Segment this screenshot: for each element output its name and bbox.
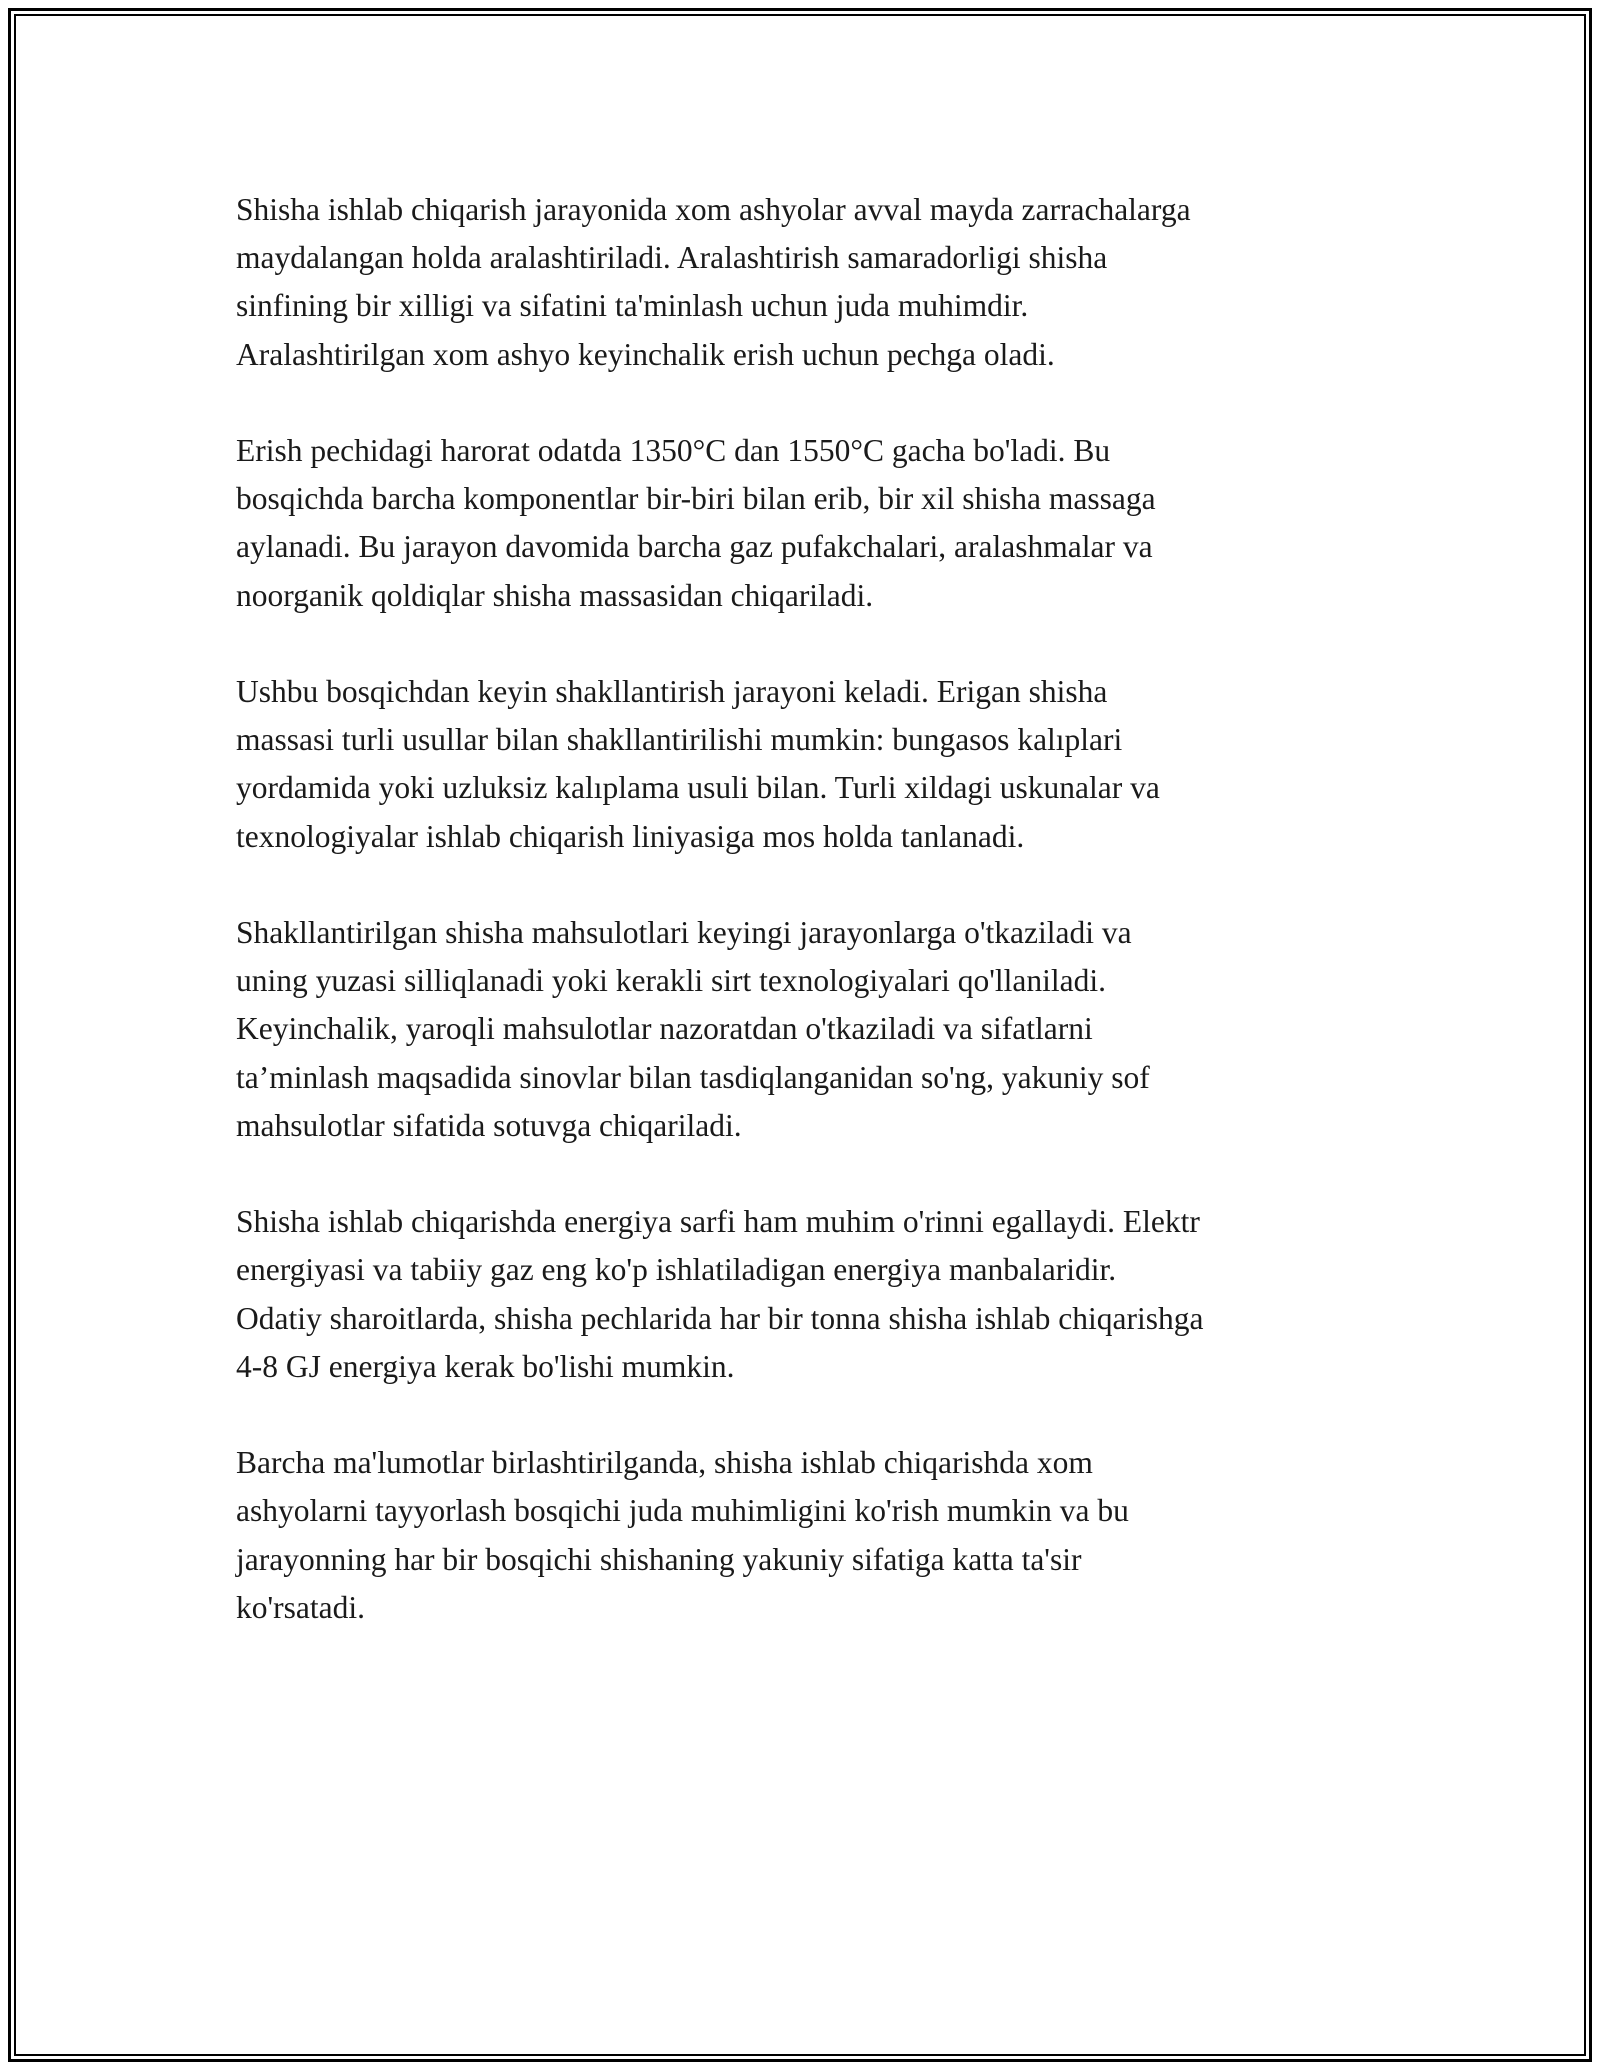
text-line: massasi turli usullar bilan shakllantirilishi mumkin: bungasos kalıplari <box>236 722 1123 758</box>
text-line: bosqichda barcha komponentlar bir-biri bilan erib, bir xil shisha massaga <box>236 481 1156 517</box>
document-body <box>236 186 1386 1680</box>
text-line: energiyasi va tabiiy gaz eng ko'p ishlatiladigan energiya manbalaridir. <box>236 1252 1117 1288</box>
text-line: texnologiyalar ishlab chiqarish liniyasiga mos holda tanlanadi. <box>236 818 1025 854</box>
text-line: yordamida yoki uzluksiz kalıplama usuli bilan. Turli xildagi uskunalar va <box>236 770 1160 806</box>
text-line: Shisha ishlab chiqarish jarayonida xom ashyolar avval mayda zarrachalarga <box>236 192 1191 227</box>
text-line: uning yuzasi silliqlanadi yoki kerakli sirt texnologiyalari qo'llaniladi. <box>236 963 1107 999</box>
text-line: Keyinchalik, yaroqli mahsulotlar nazoratdan o'tkaziladi va sifatlarni <box>236 1011 1093 1047</box>
text-line: Erish pechidagi harorat odatda 1350°C dan 1550°C gacha bo'ladi. Bu <box>236 433 1111 468</box>
paragraph-conclusion <box>236 1439 1386 1632</box>
text-line: ko'rsatadi. <box>236 1589 366 1625</box>
text-line: Aralashtirilgan xom ashyo keyinchalik erish uchun pechga oladi. <box>236 336 1055 372</box>
text-line: Shakllantirilgan shisha mahsulotlari keyingi jarayonlarga o'tkaziladi va <box>236 915 1132 950</box>
paragraph-melting-temperature <box>236 427 1386 620</box>
paragraph-raw-material-mixing <box>236 186 1386 379</box>
text-line: 4-8 GJ energiya kerak bo'lishi mumkin. <box>236 1348 735 1384</box>
text-line: ta’minlash maqsadida sinovlar bilan tasdiqlanganidan so'ng, yakuniy sof <box>236 1059 1150 1095</box>
text-line: noorganik qoldiqlar shisha massasidan chiqariladi. <box>236 577 874 613</box>
text-line: Shisha ishlab chiqarishda energiya sarfi ham muhim o'rinni egallaydi. Elektr <box>236 1204 1200 1240</box>
text-line: maydalangan holda aralashtiriladi. Aralashtirish samaradorligi shisha <box>236 240 1108 276</box>
text-line: sinfining bir xilligi va sifatini ta'minlash uchun juda muhimdir. <box>236 288 1029 324</box>
text-line: ashyolarni tayyorlash bosqichi juda muhimligini ko'rish mumkin va bu <box>236 1493 1129 1529</box>
paragraph-finishing-inspection <box>236 909 1386 1150</box>
text-line: Barcha ma'lumotlar birlashtirilganda, shisha ishlab chiqarishda xom <box>236 1445 1093 1481</box>
text-line: mahsulotlar sifatida sotuvga chiqariladi. <box>236 1107 742 1143</box>
paragraph-forming-process <box>236 668 1386 861</box>
paragraph-energy-consumption <box>236 1198 1386 1391</box>
text-line: aylanadi. Bu jarayon davomida barcha gaz pufakchalari, aralashmalar va <box>236 529 1153 565</box>
text-line: jarayonning har bir bosqichi shishaning yakuniy sifatiga katta ta'sir <box>236 1541 1082 1577</box>
text-line: Odatiy sharoitlarda, shisha pechlarida har bir tonna shisha ishlab chiqarishga <box>236 1300 1204 1336</box>
text-line: Ushbu bosqichdan keyin shakllantirish jarayoni keladi. Erigan shisha <box>236 674 1108 709</box>
